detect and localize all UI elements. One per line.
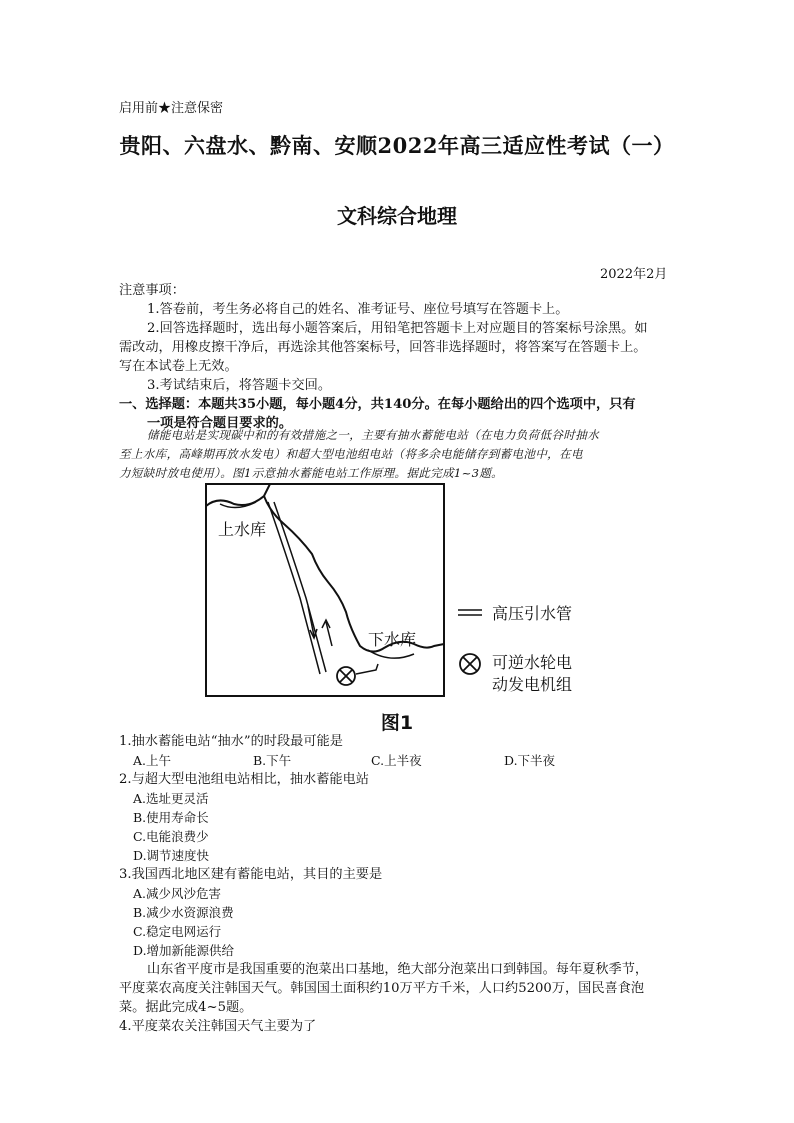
passage-2-line-1: 山东省平度市是我国重要的泡菜出口基地，绝大部分泡菜出口到韩国。每年夏秋季节，: [147, 962, 649, 977]
slope-and-lower-basin: [264, 496, 444, 652]
question-1-option-d: D.下半夜: [504, 753, 556, 768]
pipe-outlet: [356, 664, 378, 674]
passage-1: [119, 426, 679, 483]
exam-title: 贵阳、六盘水、黔南、安顺2022年高三适应性考试（一）: [119, 133, 675, 158]
question-2-option-a: A.选址更灵活: [133, 791, 209, 806]
legend-pipe-label: 高压引水管: [492, 604, 573, 623]
instructions: [119, 281, 679, 433]
question-1-stem: 1.抽水蓄能电站“抽水”的时段最可能是: [119, 734, 343, 749]
turbine-symbol: [337, 667, 355, 685]
lower-reservoir-label: 下水库: [368, 630, 417, 649]
pipe-line-a: [268, 502, 320, 674]
instruction-item-2-line-3: 写在本试卷上无效。: [119, 359, 238, 374]
question-2-option-b: B.使用寿命长: [133, 810, 209, 825]
question-3-option-d: D.增加新能源供给: [133, 943, 235, 958]
diagram-frame: [206, 484, 444, 696]
question-3-option-a: A.减少风沙危害: [133, 886, 222, 901]
passage-1-line-1: 储能电站是实现碳中和的有效措施之一，主要有抽水蓄能电站（在电力负荷低谷时抽水: [147, 428, 599, 442]
passage-2-line-2: 平度菜农高度关注韩国天气。韩国国土面积约10万平方千米，人口约5200万，国民喜食泡: [119, 981, 645, 996]
exam-date: 2022年2月: [600, 267, 668, 282]
instructions-heading: 注意事项：: [119, 283, 185, 298]
question-block-1-3: [119, 732, 679, 1036]
section-heading-line-2: 一项是符合题目要求的。: [147, 416, 293, 431]
pipe-line-b: [274, 502, 326, 672]
question-1-option-a: A.上午: [133, 753, 172, 768]
section-heading-line-1: 一、选择题：本题共35小题，每小题4分，共140分。在每小题给出的四个选项中，只有: [119, 397, 636, 412]
instruction-item-2-line-1: 2.回答选择题时，选出每小题答案后，用铅笔把答题卡上对应题目的答案标号涂黑。如: [147, 321, 648, 336]
question-3-option-b: B.减少水资源浪费: [133, 905, 234, 920]
question-4-stem: 4.平度菜农关注韩国天气主要为了: [119, 1019, 317, 1034]
upper-terrain-left: [206, 484, 270, 506]
pumped-storage-diagram: [200, 478, 600, 730]
passage-1-line-3: 力短缺时放电使用）。图1示意抽水蓄能电站工作原理。据此完成1~3题。: [119, 466, 504, 480]
question-3-option-c: C.稳定电网运行: [133, 924, 222, 939]
figure-caption: 图1: [380, 712, 414, 734]
upper-reservoir-label: 上水库: [218, 520, 267, 539]
confidential-note: 启用前★注意保密: [119, 101, 224, 116]
legend-turbine-symbol: [460, 654, 480, 674]
question-1-option-c: C.上半夜: [371, 753, 422, 768]
passage-2-line-3: 菜。据此完成4~5题。: [119, 1000, 253, 1015]
question-2-option-c: C.电能浪费少: [133, 829, 209, 844]
legend-turbine-label-1: 可逆水轮电: [492, 653, 573, 672]
question-2-stem: 2.与超大型电池组电站相比，抽水蓄能电站: [119, 772, 369, 787]
question-1-options: [119, 751, 679, 770]
question-1-option-b: B.下午: [253, 753, 292, 768]
legend-turbine-label-2: 动发电机组: [492, 675, 573, 694]
instruction-item-1: 1.答卷前，考生务必将自己的姓名、准考证号、座位号填写在答题卡上。: [147, 302, 569, 317]
question-2-option-d: D.调节速度快: [133, 848, 210, 863]
instruction-item-2-line-2: 需改动，用橡皮擦干净后，再选涂其他答案标号，回答非选择题时，将答案写在答题卡上。: [119, 340, 647, 355]
exam-subtitle: 文科综合地理: [337, 204, 457, 228]
question-3-stem: 3.我国西北地区建有蓄能电站，其目的主要是: [119, 867, 383, 882]
instruction-item-3: 3.考试结束后，将答题卡交回。: [147, 378, 332, 393]
passage-1-line-2: 至上水库，高峰期再放水发电）和超大型电池组电站（将多余电能储存到蓄电池中，在电: [119, 447, 583, 461]
